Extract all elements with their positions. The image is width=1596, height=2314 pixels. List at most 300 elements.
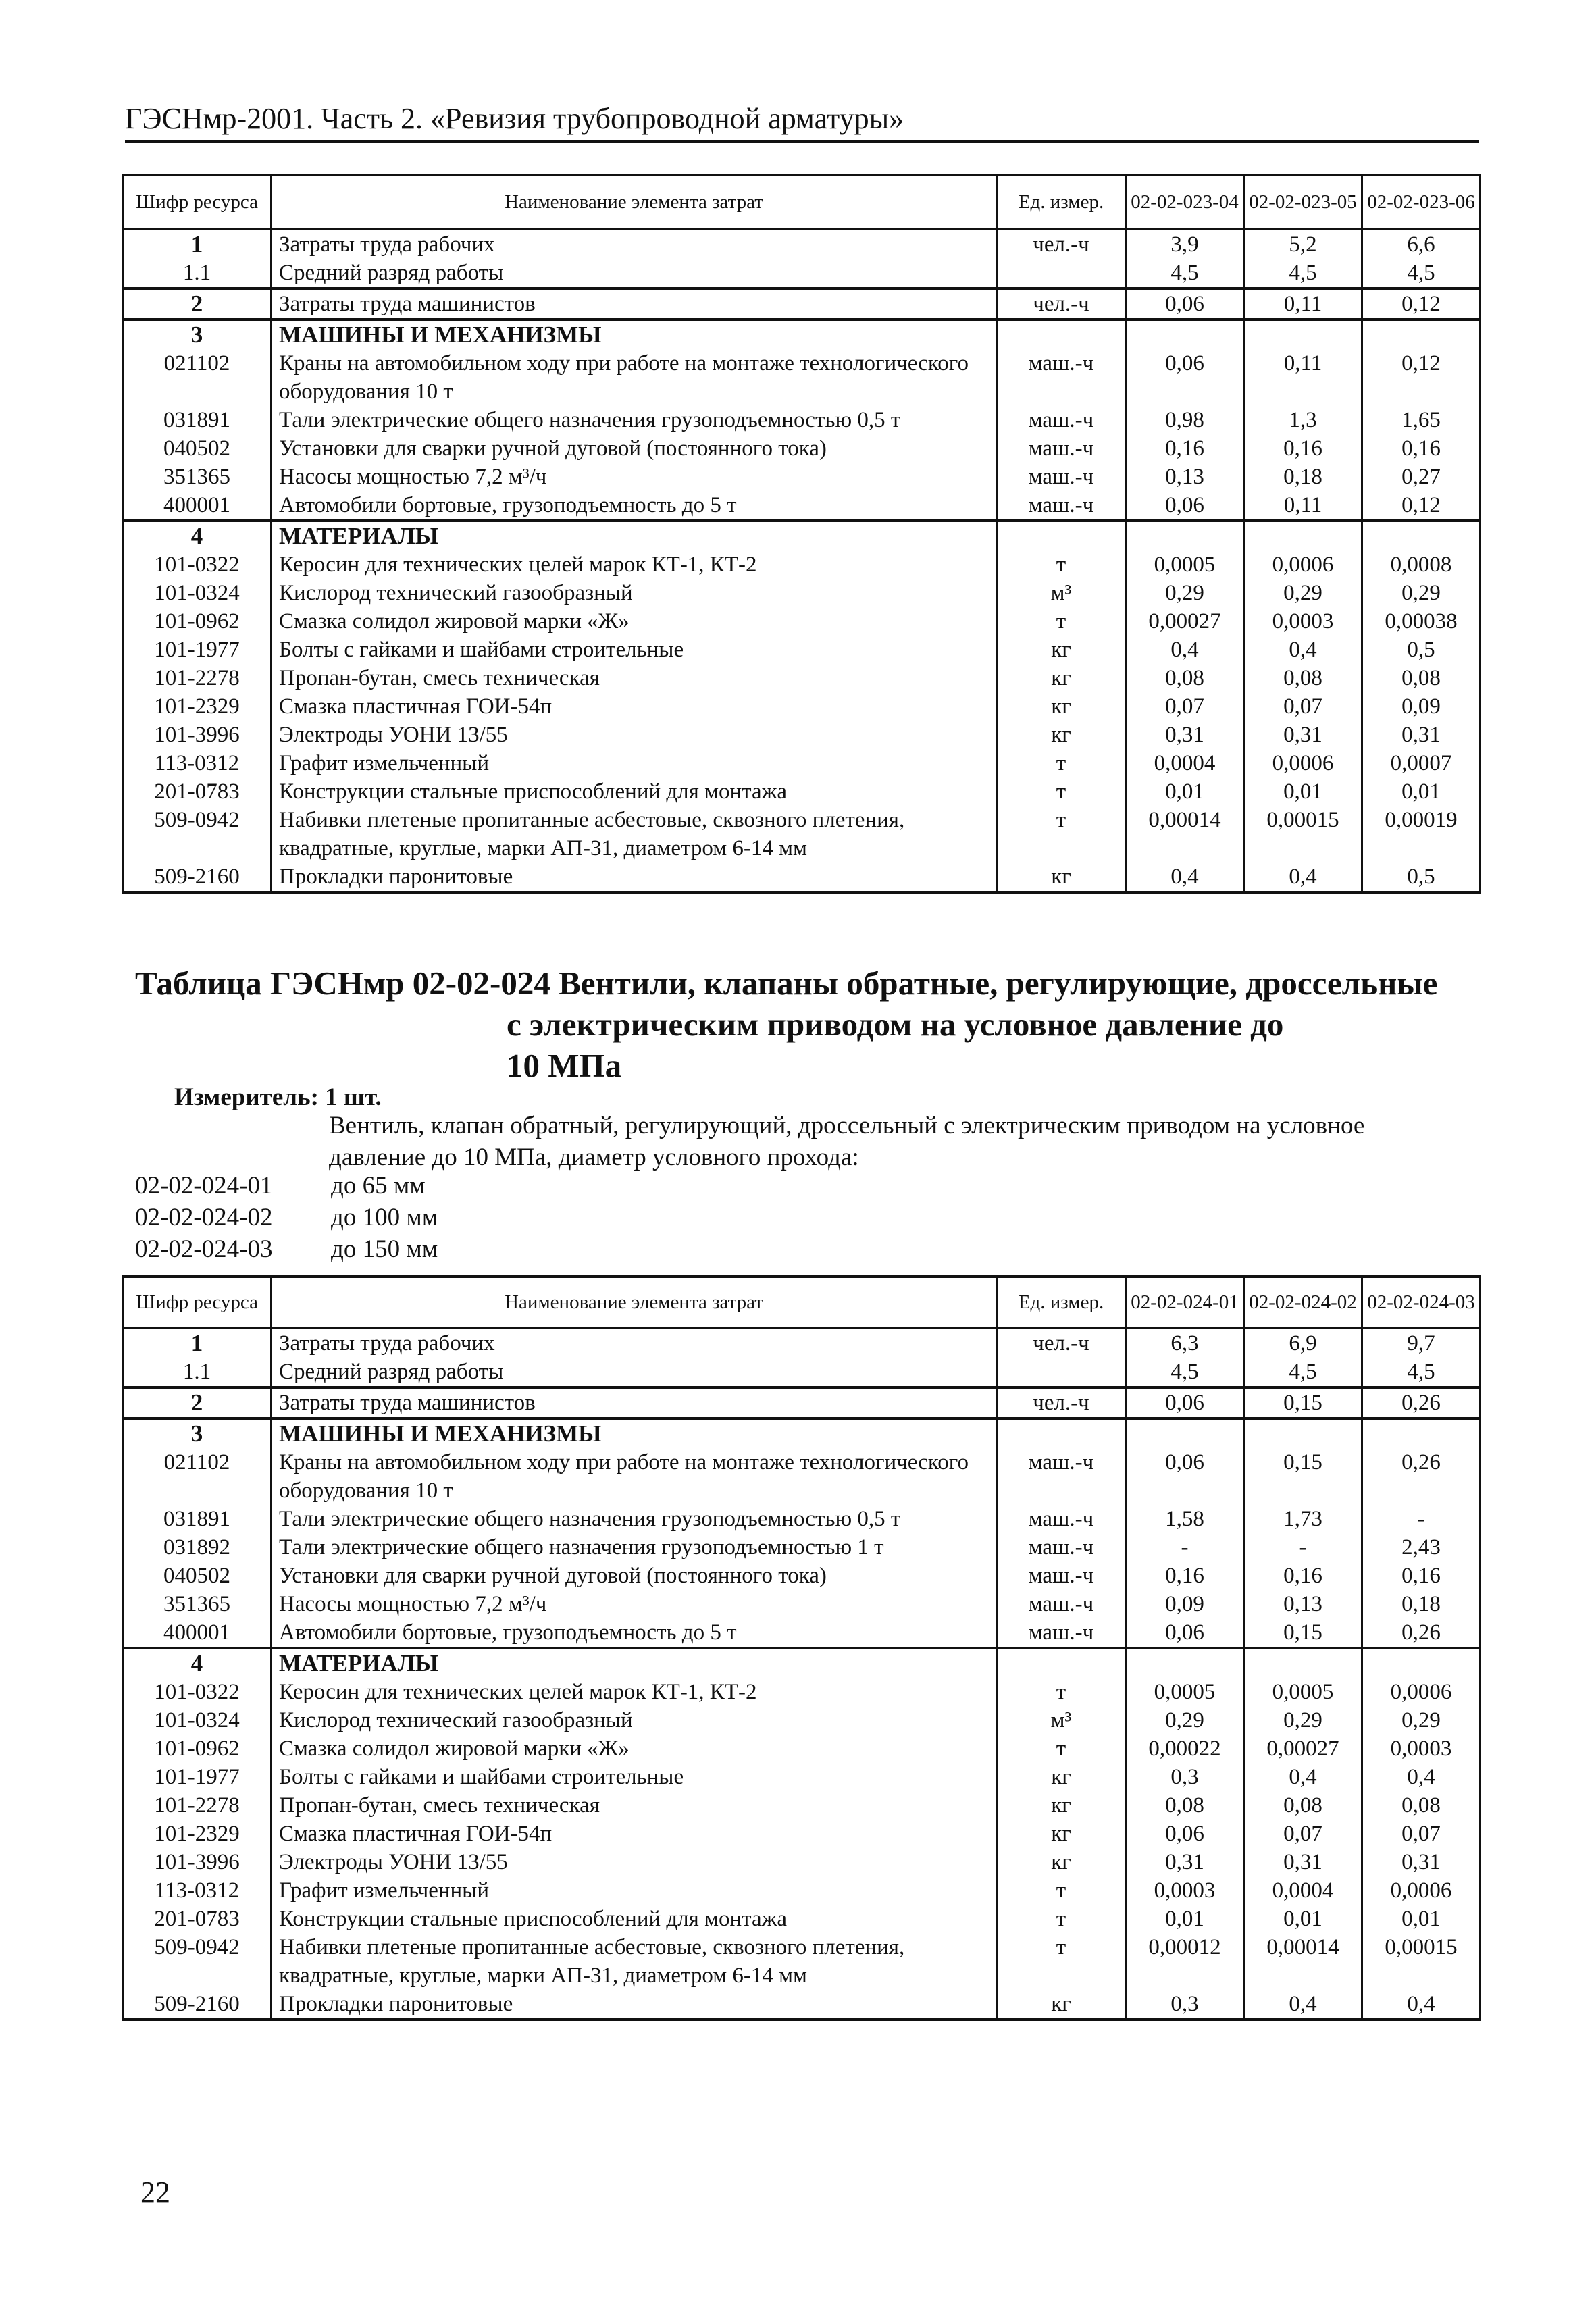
value-cell: 4,5 xyxy=(1244,259,1362,288)
value-cell: - xyxy=(1362,1505,1481,1533)
table-row xyxy=(123,1933,1481,1990)
table-row xyxy=(123,491,1481,521)
table-row xyxy=(123,1820,1481,1848)
resource-norms-table-024 xyxy=(122,1275,1481,2021)
resource-code: 101-0962 xyxy=(123,607,272,636)
resource-code: 2 xyxy=(123,288,272,319)
value-cell: 0,16 xyxy=(1362,1562,1481,1590)
resource-name: Средний разряд работы xyxy=(272,259,997,288)
value-cell: 0,00022 xyxy=(1126,1734,1244,1763)
table-row xyxy=(123,349,1481,406)
variant-item xyxy=(135,1170,438,1202)
unit-cell xyxy=(997,259,1126,288)
value-cell xyxy=(1362,1648,1481,1678)
value-cell: 0,15 xyxy=(1244,1387,1362,1418)
value-cell: 0,4 xyxy=(1244,1763,1362,1791)
value-cell: 0,4 xyxy=(1126,636,1244,664)
resource-name: Краны на автомобильном ходу при работе на монтаже технологического оборудования 10 т xyxy=(272,349,997,406)
header-col-1: 02-02-023-04 xyxy=(1126,175,1244,229)
table-body xyxy=(123,229,1481,892)
value-cell: 0,08 xyxy=(1126,664,1244,692)
resource-code: 1 xyxy=(123,229,272,259)
unit-cell: кг xyxy=(997,863,1126,892)
resource-name: Набивки плетеные пропитанные асбестовые, сквозного плетения, квадратные, круглые, марки АП-31, диаметром 6-14 мм xyxy=(272,806,997,863)
section-row xyxy=(123,1418,1481,1448)
resource-code: 400001 xyxy=(123,1618,272,1648)
resource-name: Конструкции стальные приспособлений для монтажа xyxy=(272,777,997,806)
resource-name: Смазка пластичная ГОИ-54п xyxy=(272,1820,997,1848)
table-title-line-3: 10 МПа xyxy=(507,1047,622,1084)
table-title-line-1: Таблица ГЭСНмр 02-02-024 Вентили, клапаны обратные, регулирующие, дроссельные xyxy=(135,965,1438,1002)
header-name: Наименование элемента затрат xyxy=(272,1277,997,1328)
resource-code: 101-3996 xyxy=(123,721,272,749)
unit-cell: маш.-ч xyxy=(997,1590,1126,1618)
resource-code: 101-0324 xyxy=(123,1706,272,1734)
value-cell: 0,07 xyxy=(1244,692,1362,721)
table-row xyxy=(123,1678,1481,1706)
table-body xyxy=(123,1328,1481,2020)
value-cell: 0,00027 xyxy=(1244,1734,1362,1763)
table-header-row xyxy=(123,175,1481,229)
unit-cell: маш.-ч xyxy=(997,406,1126,434)
value-cell: 3,9 xyxy=(1126,229,1244,259)
unit-cell: т xyxy=(997,806,1126,863)
table-row xyxy=(123,749,1481,777)
resource-name: Смазка пластичная ГОИ-54п xyxy=(272,692,997,721)
value-cell: 0,00014 xyxy=(1126,806,1244,863)
resource-name: Прокладки паронитовые xyxy=(272,863,997,892)
resource-name: Краны на автомобильном ходу при работе на монтаже технологического оборудования 10 т xyxy=(272,1448,997,1505)
unit-cell: т xyxy=(997,1876,1126,1905)
table-row xyxy=(123,1387,1481,1418)
resource-code: 101-1977 xyxy=(123,636,272,664)
header-col-1: 02-02-024-01 xyxy=(1126,1277,1244,1328)
resource-code: 101-0322 xyxy=(123,550,272,579)
value-cell: 0,0003 xyxy=(1362,1734,1481,1763)
unit-cell: маш.-ч xyxy=(997,1562,1126,1590)
value-cell: 0,29 xyxy=(1126,1706,1244,1734)
page-number: 22 xyxy=(140,2176,170,2209)
unit-cell: маш.-ч xyxy=(997,349,1126,406)
value-cell: 0,07 xyxy=(1362,1820,1481,1848)
resource-name: Средний разряд работы xyxy=(272,1358,997,1387)
value-cell: 0,06 xyxy=(1126,349,1244,406)
table-row xyxy=(123,579,1481,607)
resource-name: МАШИНЫ И МЕХАНИЗМЫ xyxy=(272,1418,997,1448)
value-cell: 0,26 xyxy=(1362,1448,1481,1505)
section-row xyxy=(123,521,1481,550)
value-cell xyxy=(1126,1648,1244,1678)
value-cell: 0,16 xyxy=(1362,434,1481,463)
header-unit: Ед. измер. xyxy=(997,1277,1126,1328)
table-row xyxy=(123,1763,1481,1791)
resource-code: 4 xyxy=(123,521,272,550)
value-cell: 0,5 xyxy=(1362,863,1481,892)
variant-list xyxy=(135,1170,438,1265)
value-cell xyxy=(1126,1418,1244,1448)
resource-code: 101-2278 xyxy=(123,664,272,692)
value-cell: 0,16 xyxy=(1244,1562,1362,1590)
table-title-line-2: с электрическим приводом на условное давление до xyxy=(507,1006,1284,1043)
value-cell: 1,65 xyxy=(1362,406,1481,434)
value-cell: 9,7 xyxy=(1362,1328,1481,1358)
resource-code: 040502 xyxy=(123,1562,272,1590)
resource-name: Затраты труда машинистов xyxy=(272,288,997,319)
value-cell: 0,15 xyxy=(1244,1618,1362,1648)
unit-cell xyxy=(997,521,1126,550)
value-cell: 0,12 xyxy=(1362,349,1481,406)
resource-code: 509-2160 xyxy=(123,863,272,892)
resource-code: 113-0312 xyxy=(123,749,272,777)
resource-name: Керосин для технических целей марок КТ-1, КТ-2 xyxy=(272,550,997,579)
value-cell xyxy=(1244,521,1362,550)
value-cell: 0,0005 xyxy=(1244,1678,1362,1706)
table-row xyxy=(123,607,1481,636)
value-cell: 6,9 xyxy=(1244,1328,1362,1358)
resource-name: Графит измельченный xyxy=(272,1876,997,1905)
value-cell: 0,0003 xyxy=(1126,1876,1244,1905)
unit-cell: м³ xyxy=(997,1706,1126,1734)
value-cell: 0,4 xyxy=(1244,636,1362,664)
table-row xyxy=(123,259,1481,288)
unit-cell: кг xyxy=(997,721,1126,749)
value-cell: 0,4 xyxy=(1126,863,1244,892)
table-row xyxy=(123,1706,1481,1734)
resource-name: Электроды УОНИ 13/55 xyxy=(272,1848,997,1876)
value-cell: 0,08 xyxy=(1362,664,1481,692)
resource-code: 101-1977 xyxy=(123,1763,272,1791)
table-description: Вентиль, клапан обратный, регулирующий, дроссельный с электрическим приводом на условное давление до 10 МПа, диаметр условного прохода: xyxy=(329,1112,1365,1171)
table-row xyxy=(123,1876,1481,1905)
header-code: Шифр ресурса xyxy=(123,1277,272,1328)
unit-cell: маш.-ч xyxy=(997,463,1126,491)
unit-cell: кг xyxy=(997,1763,1126,1791)
resource-name: Конструкции стальные приспособлений для монтажа xyxy=(272,1905,997,1933)
value-cell: 0,4 xyxy=(1362,1990,1481,2020)
resource-code: 1.1 xyxy=(123,1358,272,1387)
unit-cell: кг xyxy=(997,1820,1126,1848)
value-cell xyxy=(1126,319,1244,349)
unit-cell: т xyxy=(997,1905,1126,1933)
value-cell: 2,43 xyxy=(1362,1533,1481,1562)
value-cell: 0,08 xyxy=(1362,1791,1481,1820)
value-cell: 0,29 xyxy=(1126,579,1244,607)
value-cell: 0,0003 xyxy=(1244,607,1362,636)
unit-cell: т xyxy=(997,550,1126,579)
unit-cell: чел.-ч xyxy=(997,1328,1126,1358)
value-cell: 0,5 xyxy=(1362,636,1481,664)
value-cell: 0,4 xyxy=(1244,863,1362,892)
value-cell: 0,00027 xyxy=(1126,607,1244,636)
resource-code: 101-0324 xyxy=(123,579,272,607)
unit-cell: маш.-ч xyxy=(997,1618,1126,1648)
variant-item xyxy=(135,1233,438,1265)
value-cell: 0,4 xyxy=(1362,1763,1481,1791)
resource-name: Набивки плетеные пропитанные асбестовые, сквозного плетения, квадратные, круглые, марки АП-31, диаметром 6-14 мм xyxy=(272,1933,997,1990)
resource-name: Кислород технический газообразный xyxy=(272,579,997,607)
table-row xyxy=(123,1848,1481,1876)
value-cell xyxy=(1244,319,1362,349)
table-row xyxy=(123,1448,1481,1505)
value-cell: 0,31 xyxy=(1362,1848,1481,1876)
value-cell: 0,0005 xyxy=(1126,1678,1244,1706)
unit-cell: маш.-ч xyxy=(997,1533,1126,1562)
table-row xyxy=(123,1990,1481,2020)
section-row xyxy=(123,1648,1481,1678)
value-cell: 0,18 xyxy=(1244,463,1362,491)
value-cell xyxy=(1362,1418,1481,1448)
value-cell: 4,5 xyxy=(1126,259,1244,288)
value-cell: 0,06 xyxy=(1126,1618,1244,1648)
resource-name: Графит измельченный xyxy=(272,749,997,777)
resource-name: Затраты труда рабочих xyxy=(272,1328,997,1358)
value-cell: 0,00014 xyxy=(1244,1933,1362,1990)
resource-code: 101-2278 xyxy=(123,1791,272,1820)
table-row xyxy=(123,1328,1481,1358)
table-row xyxy=(123,863,1481,892)
variant-item xyxy=(135,1202,438,1233)
resource-code: 201-0783 xyxy=(123,777,272,806)
value-cell xyxy=(1362,319,1481,349)
unit-cell xyxy=(997,1358,1126,1387)
value-cell: 0,31 xyxy=(1362,721,1481,749)
value-cell: 0,4 xyxy=(1244,1990,1362,2020)
resource-code: 101-2329 xyxy=(123,1820,272,1848)
variant-label: до 150 мм xyxy=(331,1235,438,1263)
unit-cell: маш.-ч xyxy=(997,1448,1126,1505)
table-row xyxy=(123,1562,1481,1590)
value-cell: 4,5 xyxy=(1362,259,1481,288)
section-row xyxy=(123,319,1481,349)
value-cell: 0,13 xyxy=(1244,1590,1362,1618)
resource-code: 509-0942 xyxy=(123,1933,272,1990)
table-row xyxy=(123,806,1481,863)
resource-name: Автомобили бортовые, грузоподъемность до 5 т xyxy=(272,491,997,521)
unit-cell: кг xyxy=(997,1990,1126,2020)
unit-cell: м³ xyxy=(997,579,1126,607)
resource-code: 113-0312 xyxy=(123,1876,272,1905)
value-cell: 0,01 xyxy=(1126,1905,1244,1933)
value-cell: 0,0007 xyxy=(1362,749,1481,777)
value-cell: 0,0006 xyxy=(1244,749,1362,777)
value-cell: 0,00012 xyxy=(1126,1933,1244,1990)
unit-cell xyxy=(997,319,1126,349)
value-cell: 0,00015 xyxy=(1362,1933,1481,1990)
value-cell: 0,01 xyxy=(1362,777,1481,806)
value-cell: 5,2 xyxy=(1244,229,1362,259)
value-cell: 0,01 xyxy=(1126,777,1244,806)
resource-code: 2 xyxy=(123,1387,272,1418)
value-cell: 1,58 xyxy=(1126,1505,1244,1533)
value-cell xyxy=(1244,1418,1362,1448)
unit-cell: т xyxy=(997,1933,1126,1990)
table-row xyxy=(123,1734,1481,1763)
value-cell: 0,07 xyxy=(1126,692,1244,721)
resource-name: Пропан-бутан, смесь техническая xyxy=(272,664,997,692)
variant-label: до 65 мм xyxy=(331,1172,426,1200)
resource-name: Тали электрические общего назначения грузоподъемностью 0,5 т xyxy=(272,1505,997,1533)
resource-code: 021102 xyxy=(123,349,272,406)
value-cell: 0,12 xyxy=(1362,288,1481,319)
table-row xyxy=(123,636,1481,664)
table-row xyxy=(123,1618,1481,1648)
unit-cell: кг xyxy=(997,664,1126,692)
value-cell: 0,12 xyxy=(1362,491,1481,521)
resource-code: 351365 xyxy=(123,463,272,491)
variant-code: 02-02-024-01 xyxy=(135,1172,273,1200)
value-cell: 0,16 xyxy=(1126,434,1244,463)
header-col-2: 02-02-023-05 xyxy=(1244,175,1362,229)
resource-name: Болты с гайками и шайбами строительные xyxy=(272,636,997,664)
value-cell: 0,98 xyxy=(1126,406,1244,434)
resource-code: 040502 xyxy=(123,434,272,463)
resource-name: МАТЕРИАЛЫ xyxy=(272,1648,997,1678)
unit-cell: кг xyxy=(997,692,1126,721)
value-cell: 0,31 xyxy=(1244,721,1362,749)
value-cell: 0,29 xyxy=(1362,1706,1481,1734)
value-cell: 0,08 xyxy=(1244,664,1362,692)
resource-name: Насосы мощностью 7,2 м³/ч xyxy=(272,463,997,491)
value-cell: 0,06 xyxy=(1126,1387,1244,1418)
resource-name: Прокладки паронитовые xyxy=(272,1990,997,2020)
header-col-3: 02-02-023-06 xyxy=(1362,175,1481,229)
value-cell: 0,26 xyxy=(1362,1618,1481,1648)
value-cell: 0,18 xyxy=(1362,1590,1481,1618)
table-row xyxy=(123,1533,1481,1562)
value-cell: 0,06 xyxy=(1126,1448,1244,1505)
unit-cell: чел.-ч xyxy=(997,288,1126,319)
value-cell: 0,13 xyxy=(1126,463,1244,491)
unit-cell: маш.-ч xyxy=(997,491,1126,521)
resource-code: 101-3996 xyxy=(123,1848,272,1876)
table-row xyxy=(123,692,1481,721)
resource-name: Керосин для технических целей марок КТ-1, КТ-2 xyxy=(272,1678,997,1706)
resource-code: 101-2329 xyxy=(123,692,272,721)
unit-cell: т xyxy=(997,1734,1126,1763)
unit-cell: чел.-ч xyxy=(997,1387,1126,1418)
table-row xyxy=(123,1791,1481,1820)
value-cell: 0,29 xyxy=(1362,579,1481,607)
value-cell: 0,0006 xyxy=(1362,1678,1481,1706)
value-cell: 0,11 xyxy=(1244,491,1362,521)
table-row xyxy=(123,777,1481,806)
unit-cell xyxy=(997,1648,1126,1678)
value-cell xyxy=(1244,1648,1362,1678)
unit-cell: чел.-ч xyxy=(997,229,1126,259)
resource-code: 400001 xyxy=(123,491,272,521)
header-unit: Ед. измер. xyxy=(997,175,1126,229)
running-header: ГЭСНмр-2001. Часть 2. «Ревизия трубопроводной арматуры» xyxy=(125,101,1479,143)
header-col-2: 02-02-024-02 xyxy=(1244,1277,1362,1328)
value-cell: 0,07 xyxy=(1244,1820,1362,1848)
value-cell: 0,31 xyxy=(1126,721,1244,749)
value-cell: 0,16 xyxy=(1244,434,1362,463)
resource-code: 101-0962 xyxy=(123,1734,272,1763)
unit-cell: т xyxy=(997,607,1126,636)
value-cell: 0,0008 xyxy=(1362,550,1481,579)
unit-cell: кг xyxy=(997,1791,1126,1820)
table-row xyxy=(123,1358,1481,1387)
value-cell: 0,27 xyxy=(1362,463,1481,491)
resource-name: Болты с гайками и шайбами строительные xyxy=(272,1763,997,1791)
value-cell: 0,06 xyxy=(1126,491,1244,521)
resource-name: МАШИНЫ И МЕХАНИЗМЫ xyxy=(272,319,997,349)
table-row xyxy=(123,664,1481,692)
resource-code: 351365 xyxy=(123,1590,272,1618)
unit-cell: т xyxy=(997,749,1126,777)
unit-cell: маш.-ч xyxy=(997,1505,1126,1533)
resource-name: Затраты труда машинистов xyxy=(272,1387,997,1418)
value-cell: 0,06 xyxy=(1126,1820,1244,1848)
value-cell: 0,31 xyxy=(1126,1848,1244,1876)
resource-code: 031892 xyxy=(123,1533,272,1562)
table-header-row xyxy=(123,1277,1481,1328)
value-cell: 1,73 xyxy=(1244,1505,1362,1533)
unit-cell: кг xyxy=(997,1848,1126,1876)
value-cell: 0,3 xyxy=(1126,1990,1244,2020)
value-cell: 0,31 xyxy=(1244,1848,1362,1876)
resource-code: 4 xyxy=(123,1648,272,1678)
unit-cell xyxy=(997,1418,1126,1448)
value-cell: 0,0006 xyxy=(1362,1876,1481,1905)
variant-label: до 100 мм xyxy=(331,1204,438,1231)
header-name: Наименование элемента затрат xyxy=(272,175,997,229)
value-cell: 0,11 xyxy=(1244,288,1362,319)
resource-name: Установки для сварки ручной дуговой (постоянного тока) xyxy=(272,434,997,463)
value-cell: 0,26 xyxy=(1362,1387,1481,1418)
resource-code: 031891 xyxy=(123,406,272,434)
header-col-3: 02-02-024-03 xyxy=(1362,1277,1481,1328)
resource-name: Электроды УОНИ 13/55 xyxy=(272,721,997,749)
value-cell: 0,01 xyxy=(1244,1905,1362,1933)
unit-cell: кг xyxy=(997,636,1126,664)
value-cell: 6,3 xyxy=(1126,1328,1244,1358)
resource-code: 101-0322 xyxy=(123,1678,272,1706)
value-cell: 0,08 xyxy=(1126,1791,1244,1820)
resource-name: Насосы мощностью 7,2 м³/ч xyxy=(272,1590,997,1618)
value-cell: 0,0005 xyxy=(1126,550,1244,579)
value-cell: 0,29 xyxy=(1244,579,1362,607)
value-cell: 0,15 xyxy=(1244,1448,1362,1505)
value-cell: 0,16 xyxy=(1126,1562,1244,1590)
table-row xyxy=(123,550,1481,579)
variant-code: 02-02-024-03 xyxy=(135,1235,273,1263)
resource-name: Пропан-бутан, смесь техническая xyxy=(272,1791,997,1820)
table-row xyxy=(123,1505,1481,1533)
value-cell: 0,09 xyxy=(1126,1590,1244,1618)
value-cell: 0,0006 xyxy=(1244,550,1362,579)
resource-code: 3 xyxy=(123,319,272,349)
value-cell: 0,00019 xyxy=(1362,806,1481,863)
unit-cell: т xyxy=(997,1678,1126,1706)
value-cell: 0,06 xyxy=(1126,288,1244,319)
table-row xyxy=(123,721,1481,749)
value-cell: 0,00015 xyxy=(1244,806,1362,863)
unit-cell: маш.-ч xyxy=(997,434,1126,463)
unit-cell: т xyxy=(997,777,1126,806)
table-row xyxy=(123,463,1481,491)
resource-name: Установки для сварки ручной дуговой (постоянного тока) xyxy=(272,1562,997,1590)
resource-code: 3 xyxy=(123,1418,272,1448)
table-row xyxy=(123,1905,1481,1933)
table-row xyxy=(123,288,1481,319)
value-cell: 0,0004 xyxy=(1244,1876,1362,1905)
value-cell: 0,09 xyxy=(1362,692,1481,721)
resource-code: 509-2160 xyxy=(123,1990,272,2020)
value-cell: 1,3 xyxy=(1244,406,1362,434)
measure-unit: Измеритель: 1 шт. xyxy=(174,1083,382,1111)
header-code: Шифр ресурса xyxy=(123,175,272,229)
